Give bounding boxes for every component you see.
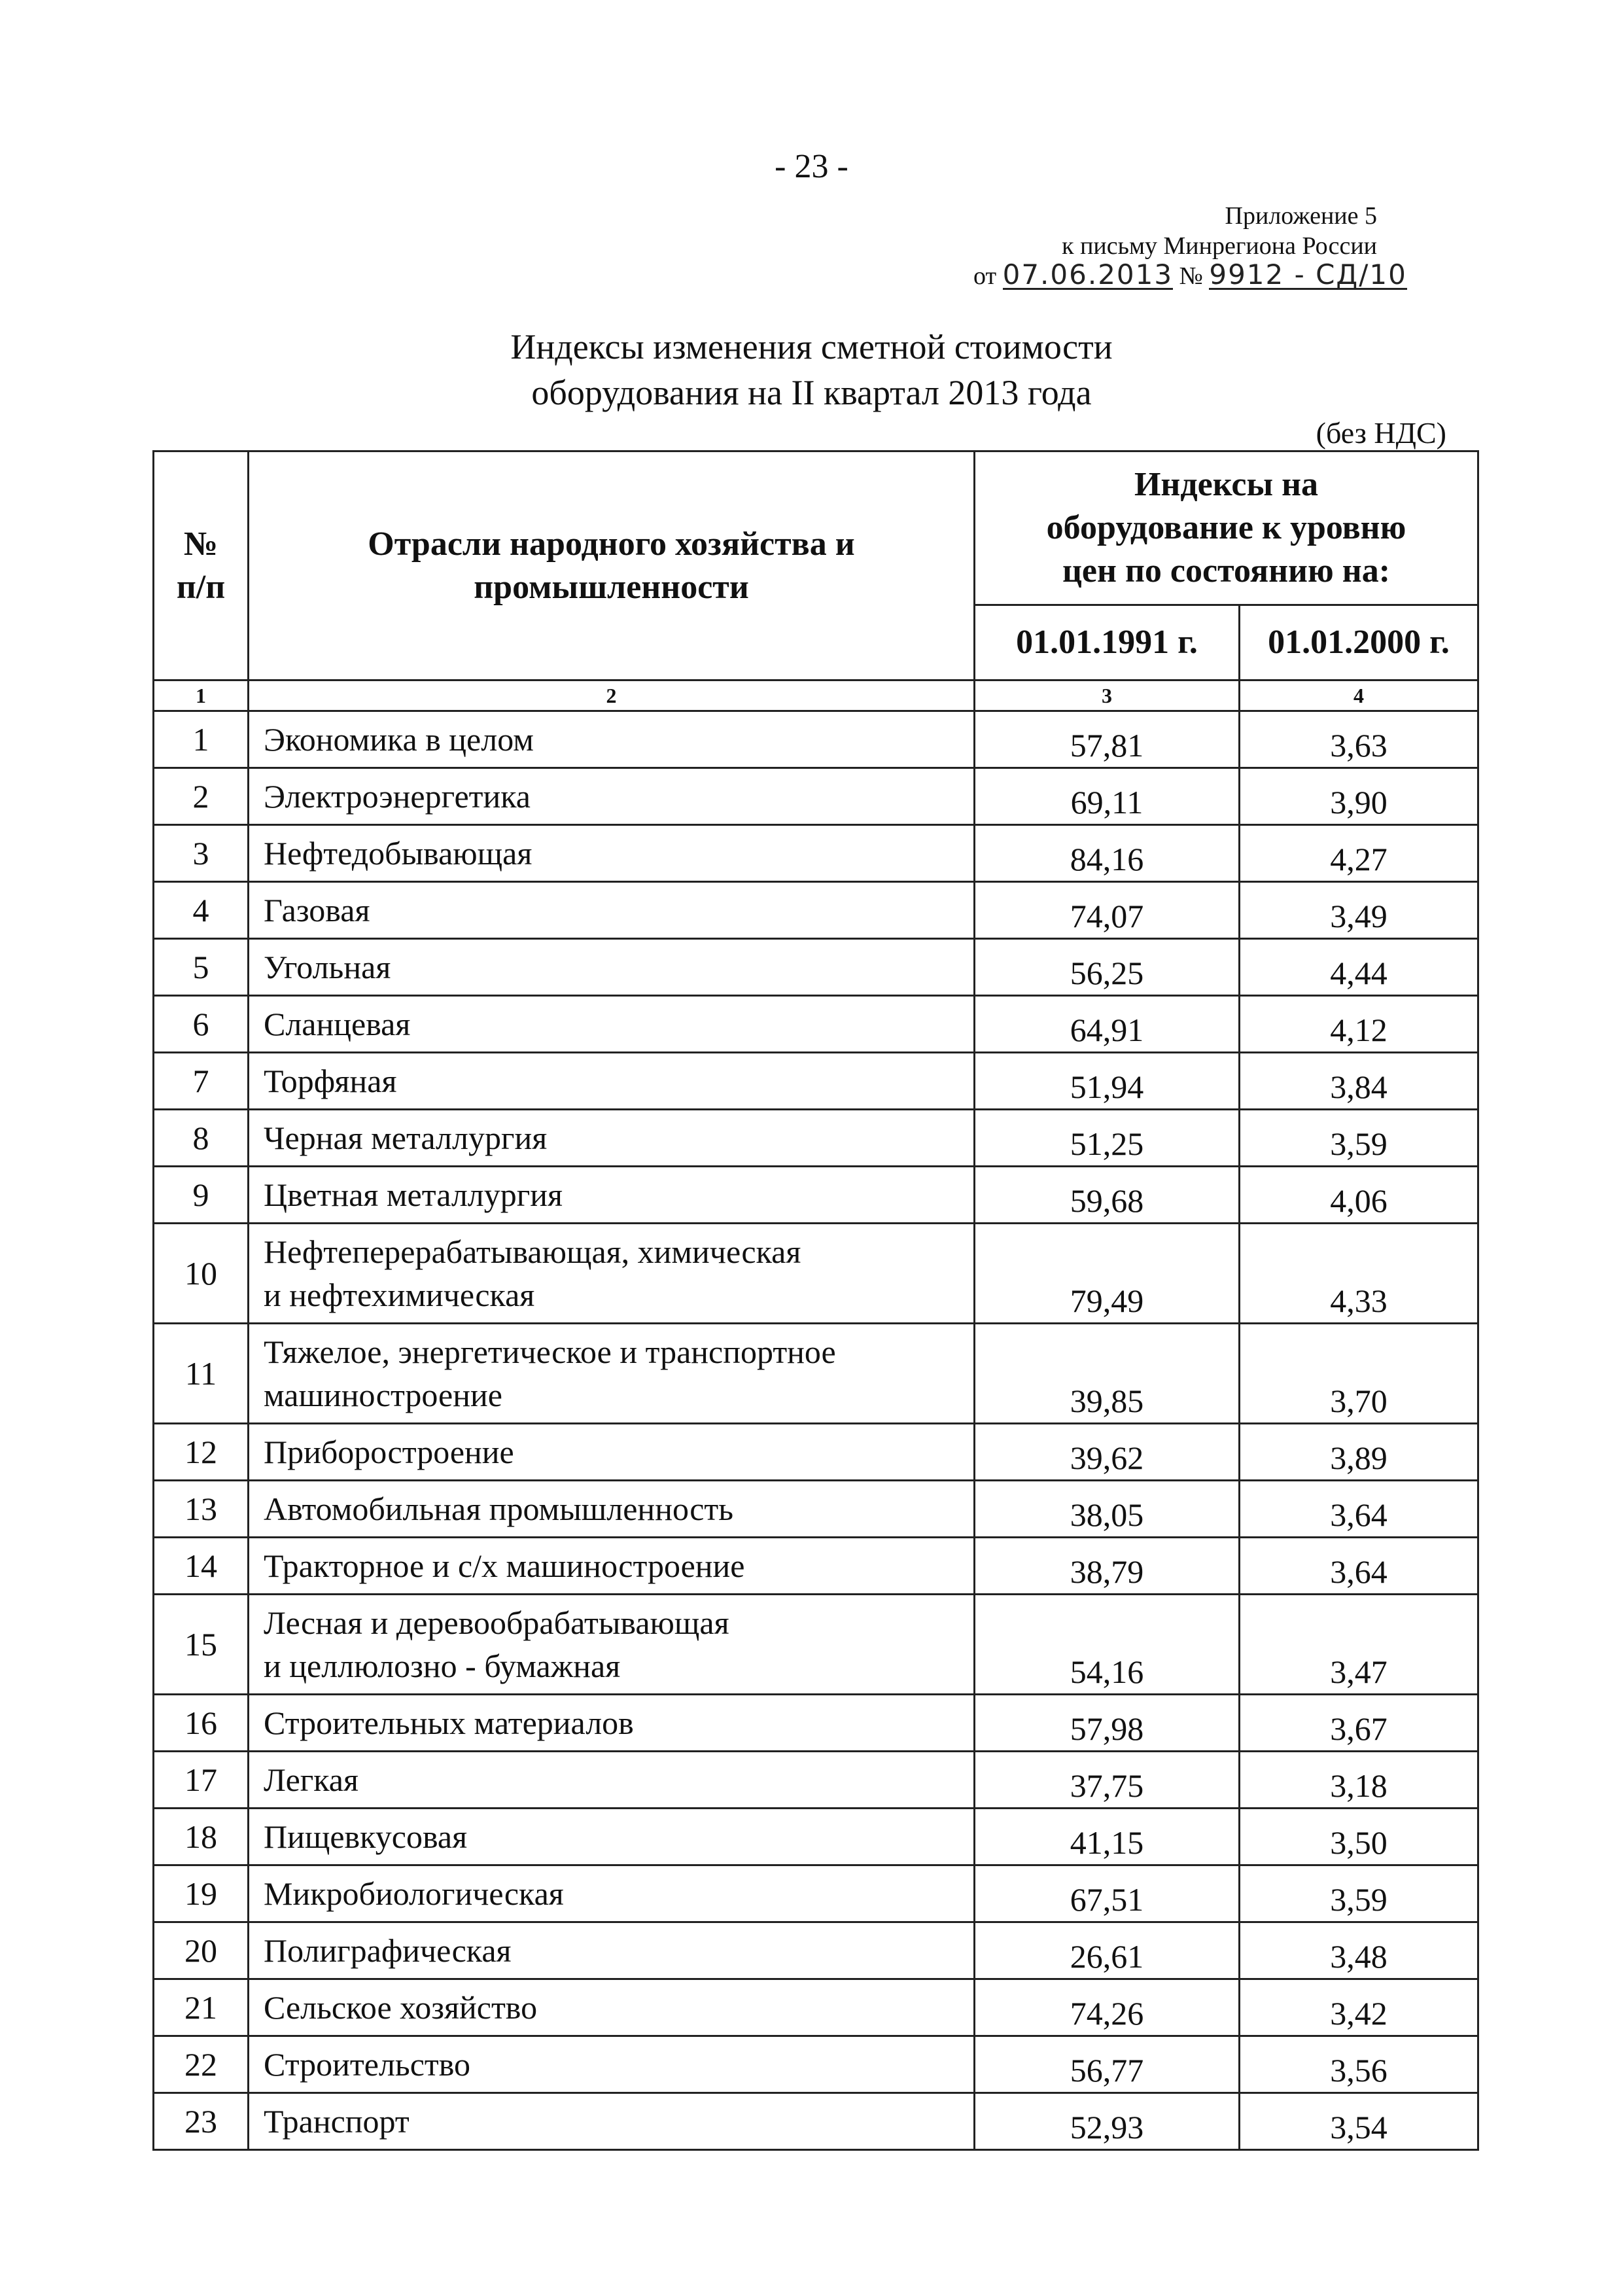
index-1991: 51,25	[975, 1110, 1240, 1167]
index-2000: 3,59	[1240, 1865, 1478, 1922]
index-1991: 51,94	[975, 1053, 1240, 1110]
table-row	[154, 1809, 1478, 1865]
page-number: - 23 -	[775, 148, 848, 185]
table-row	[154, 1324, 1478, 1424]
sector-name	[249, 1979, 975, 2036]
index-2000: 3,67	[1240, 1695, 1478, 1752]
index-2000: 3,90	[1240, 768, 1478, 825]
row-number: 16	[154, 1695, 249, 1752]
table-row	[154, 939, 1478, 996]
sector-name-line: Тяжелое, энергетическое и транспортное	[264, 1333, 836, 1370]
index-1991: 67,51	[975, 1865, 1240, 1922]
index-2000: 3,50	[1240, 1809, 1478, 1865]
index-2000: 3,89	[1240, 1424, 1478, 1481]
sector-name-line: Приборостроение	[264, 1434, 514, 1470]
index-1991: 84,16	[975, 825, 1240, 882]
sector-name	[249, 1922, 975, 1979]
table-row	[154, 1110, 1478, 1167]
index-2000: 4,33	[1240, 1224, 1478, 1324]
index-1991: 38,79	[975, 1538, 1240, 1595]
sector-name-line: Цветная металлургия	[264, 1176, 563, 1213]
index-1991: 39,85	[975, 1324, 1240, 1424]
row-number: 2	[154, 768, 249, 825]
sector-name	[249, 1424, 975, 1481]
sector-name	[249, 1224, 975, 1324]
index-1991: 56,77	[975, 2036, 1240, 2093]
sector-name	[249, 1695, 975, 1752]
sector-name-line-2: и целлюлозно - бумажная	[264, 1648, 621, 1684]
header-row-1	[154, 451, 1478, 605]
header-date-2000: 01.01.2000 г.	[1240, 605, 1478, 680]
table-row	[154, 768, 1478, 825]
table-row	[154, 1595, 1478, 1695]
header-date-1991: 01.01.1991 г.	[975, 605, 1240, 680]
sector-name-line: Нефтеперерабатывающая, химическая	[264, 1233, 801, 1270]
sector-name	[249, 1324, 975, 1424]
sector-name-line: Сланцевая	[264, 1006, 411, 1042]
index-2000: 3,70	[1240, 1324, 1478, 1424]
header-sector	[249, 451, 975, 680]
row-number: 13	[154, 1481, 249, 1538]
table-row	[154, 1865, 1478, 1922]
appendix-letter-ref: к письму Минрегиона России	[1062, 232, 1377, 260]
row-number: 5	[154, 939, 249, 996]
index-2000: 3,59	[1240, 1110, 1478, 1167]
index-2000: 3,42	[1240, 1979, 1478, 2036]
sector-name	[249, 1053, 975, 1110]
column-number-1: 1	[154, 680, 249, 711]
row-number: 4	[154, 882, 249, 939]
table-row	[154, 1053, 1478, 1110]
table-row	[154, 825, 1478, 882]
sector-name-line: Полиграфическая	[264, 1932, 512, 1969]
row-number: 1	[154, 711, 249, 768]
title-line-1: Индексы изменения сметной стоимости	[510, 327, 1113, 366]
index-1991: 52,93	[975, 2093, 1240, 2150]
sector-name	[249, 2093, 975, 2150]
index-1991: 26,61	[975, 1922, 1240, 1979]
header-indices-text: Индексы на оборудование к уровню цен по состоянию на:	[1046, 466, 1406, 590]
index-1991: 74,07	[975, 882, 1240, 939]
sector-name	[249, 939, 975, 996]
sector-name-line: Газовая	[264, 892, 370, 928]
sector-name	[249, 1865, 975, 1922]
sector-name	[249, 711, 975, 768]
index-1991: 39,62	[975, 1424, 1240, 1481]
sector-name	[249, 2036, 975, 2093]
sector-name-line: Транспорт	[264, 2103, 410, 2140]
index-1991: 79,49	[975, 1224, 1240, 1324]
table-body	[154, 451, 1478, 2150]
sector-name-line: Лесная и деревообрабатывающая	[264, 1604, 729, 1641]
sector-name	[249, 825, 975, 882]
index-1991: 57,81	[975, 711, 1240, 768]
sector-name-line: Тракторное и с/х машиностроение	[264, 1547, 745, 1584]
index-2000: 3,48	[1240, 1922, 1478, 1979]
sector-name	[249, 882, 975, 939]
appendix-block	[916, 201, 1407, 291]
sector-name-line: Сельское хозяйство	[264, 1989, 538, 2026]
table-row	[154, 1481, 1478, 1538]
row-number: 19	[154, 1865, 249, 1922]
appendix-title: Приложение 5	[1225, 202, 1377, 230]
sector-name-line: Микробиологическая	[264, 1875, 564, 1912]
index-1991: 64,91	[975, 996, 1240, 1053]
column-numbers-row	[154, 680, 1478, 711]
sector-name-line: Автомобильная промышленность	[264, 1491, 734, 1527]
index-2000: 3,47	[1240, 1595, 1478, 1695]
sector-name	[249, 1809, 975, 1865]
sector-name-line: Торфяная	[264, 1063, 397, 1099]
index-2000: 3,64	[1240, 1481, 1478, 1538]
sector-name	[249, 1538, 975, 1595]
row-number: 18	[154, 1809, 249, 1865]
sector-name	[249, 1752, 975, 1809]
index-2000: 3,84	[1240, 1053, 1478, 1110]
index-2000: 3,49	[1240, 882, 1478, 939]
index-1991: 69,11	[975, 768, 1240, 825]
index-1991: 38,05	[975, 1481, 1240, 1538]
row-number: 8	[154, 1110, 249, 1167]
sector-name-line: Электроэнергетика	[264, 778, 531, 815]
index-2000: 4,44	[1240, 939, 1478, 996]
table-row	[154, 1695, 1478, 1752]
row-number: 14	[154, 1538, 249, 1595]
row-number: 11	[154, 1324, 249, 1424]
sector-name	[249, 1595, 975, 1695]
sector-name-line: Легкая	[264, 1761, 358, 1798]
table-row	[154, 1424, 1478, 1481]
table-row	[154, 2093, 1478, 2150]
table-row	[154, 711, 1478, 768]
column-number-2: 2	[249, 680, 975, 711]
row-number: 9	[154, 1167, 249, 1224]
row-number: 10	[154, 1224, 249, 1324]
index-1991: 57,98	[975, 1695, 1240, 1752]
sector-name-line-2: машиностроение	[264, 1377, 502, 1413]
index-2000: 3,56	[1240, 2036, 1478, 2093]
table-row	[154, 882, 1478, 939]
table-row	[154, 1167, 1478, 1224]
sector-name-line: Строительство	[264, 2046, 471, 2083]
sector-name-line: Пищевкусовая	[264, 1818, 468, 1855]
sector-name-line: Угольная	[264, 949, 391, 985]
index-1991: 41,15	[975, 1809, 1240, 1865]
row-number: 17	[154, 1752, 249, 1809]
column-number-4: 4	[1240, 680, 1478, 711]
index-2000: 4,12	[1240, 996, 1478, 1053]
index-1991: 56,25	[975, 939, 1240, 996]
sector-name	[249, 768, 975, 825]
row-number: 23	[154, 2093, 249, 2150]
table-row	[154, 1979, 1478, 2036]
column-number-3: 3	[975, 680, 1240, 711]
sector-name-line: Строительных материалов	[264, 1704, 634, 1741]
index-1991: 59,68	[975, 1167, 1240, 1224]
index-1991: 74,26	[975, 1979, 1240, 2036]
row-number: 15	[154, 1595, 249, 1695]
header-num	[154, 451, 249, 680]
appendix-date-number-line	[916, 258, 1407, 291]
vat-note: (без НДС)	[1316, 416, 1446, 450]
index-2000: 3,63	[1240, 711, 1478, 768]
row-number: 3	[154, 825, 249, 882]
from-prefix: от	[973, 262, 997, 290]
table-row	[154, 996, 1478, 1053]
index-2000: 4,27	[1240, 825, 1478, 882]
index-2000: 3,64	[1240, 1538, 1478, 1595]
document-title	[0, 324, 1623, 415]
header-indices	[975, 451, 1478, 605]
sector-name	[249, 996, 975, 1053]
table-row	[154, 2036, 1478, 2093]
sector-name-line: Нефтедобывающая	[264, 835, 532, 872]
table-row	[154, 1752, 1478, 1809]
table-row	[154, 1538, 1478, 1595]
sector-name	[249, 1167, 975, 1224]
table-row	[154, 1922, 1478, 1979]
number-prefix: №	[1179, 262, 1203, 290]
sector-name	[249, 1110, 975, 1167]
index-2000: 3,18	[1240, 1752, 1478, 1809]
indices-table	[152, 450, 1479, 2151]
row-number: 6	[154, 996, 249, 1053]
index-1991: 54,16	[975, 1595, 1240, 1695]
row-number: 12	[154, 1424, 249, 1481]
sector-name	[249, 1481, 975, 1538]
row-number: 20	[154, 1922, 249, 1979]
handwritten-number: 9912 - СД/10	[1209, 258, 1407, 291]
row-number: 21	[154, 1979, 249, 2036]
table-row	[154, 1224, 1478, 1324]
handwritten-date: 07.06.2013	[1002, 258, 1174, 291]
sector-name-line: Экономика в целом	[264, 721, 534, 758]
sector-name-line: Черная металлургия	[264, 1120, 548, 1156]
header-sector-text: Отрасли народного хозяйства и промышленности	[368, 525, 855, 606]
index-1991: 37,75	[975, 1752, 1240, 1809]
row-number: 7	[154, 1053, 249, 1110]
title-line-2: оборудования на II квартал 2013 года	[531, 373, 1092, 412]
sector-name-line-2: и нефтехимическая	[264, 1277, 535, 1313]
index-2000: 3,54	[1240, 2093, 1478, 2150]
row-number: 22	[154, 2036, 249, 2093]
index-2000: 4,06	[1240, 1167, 1478, 1224]
header-num-text: № п/п	[176, 525, 226, 606]
